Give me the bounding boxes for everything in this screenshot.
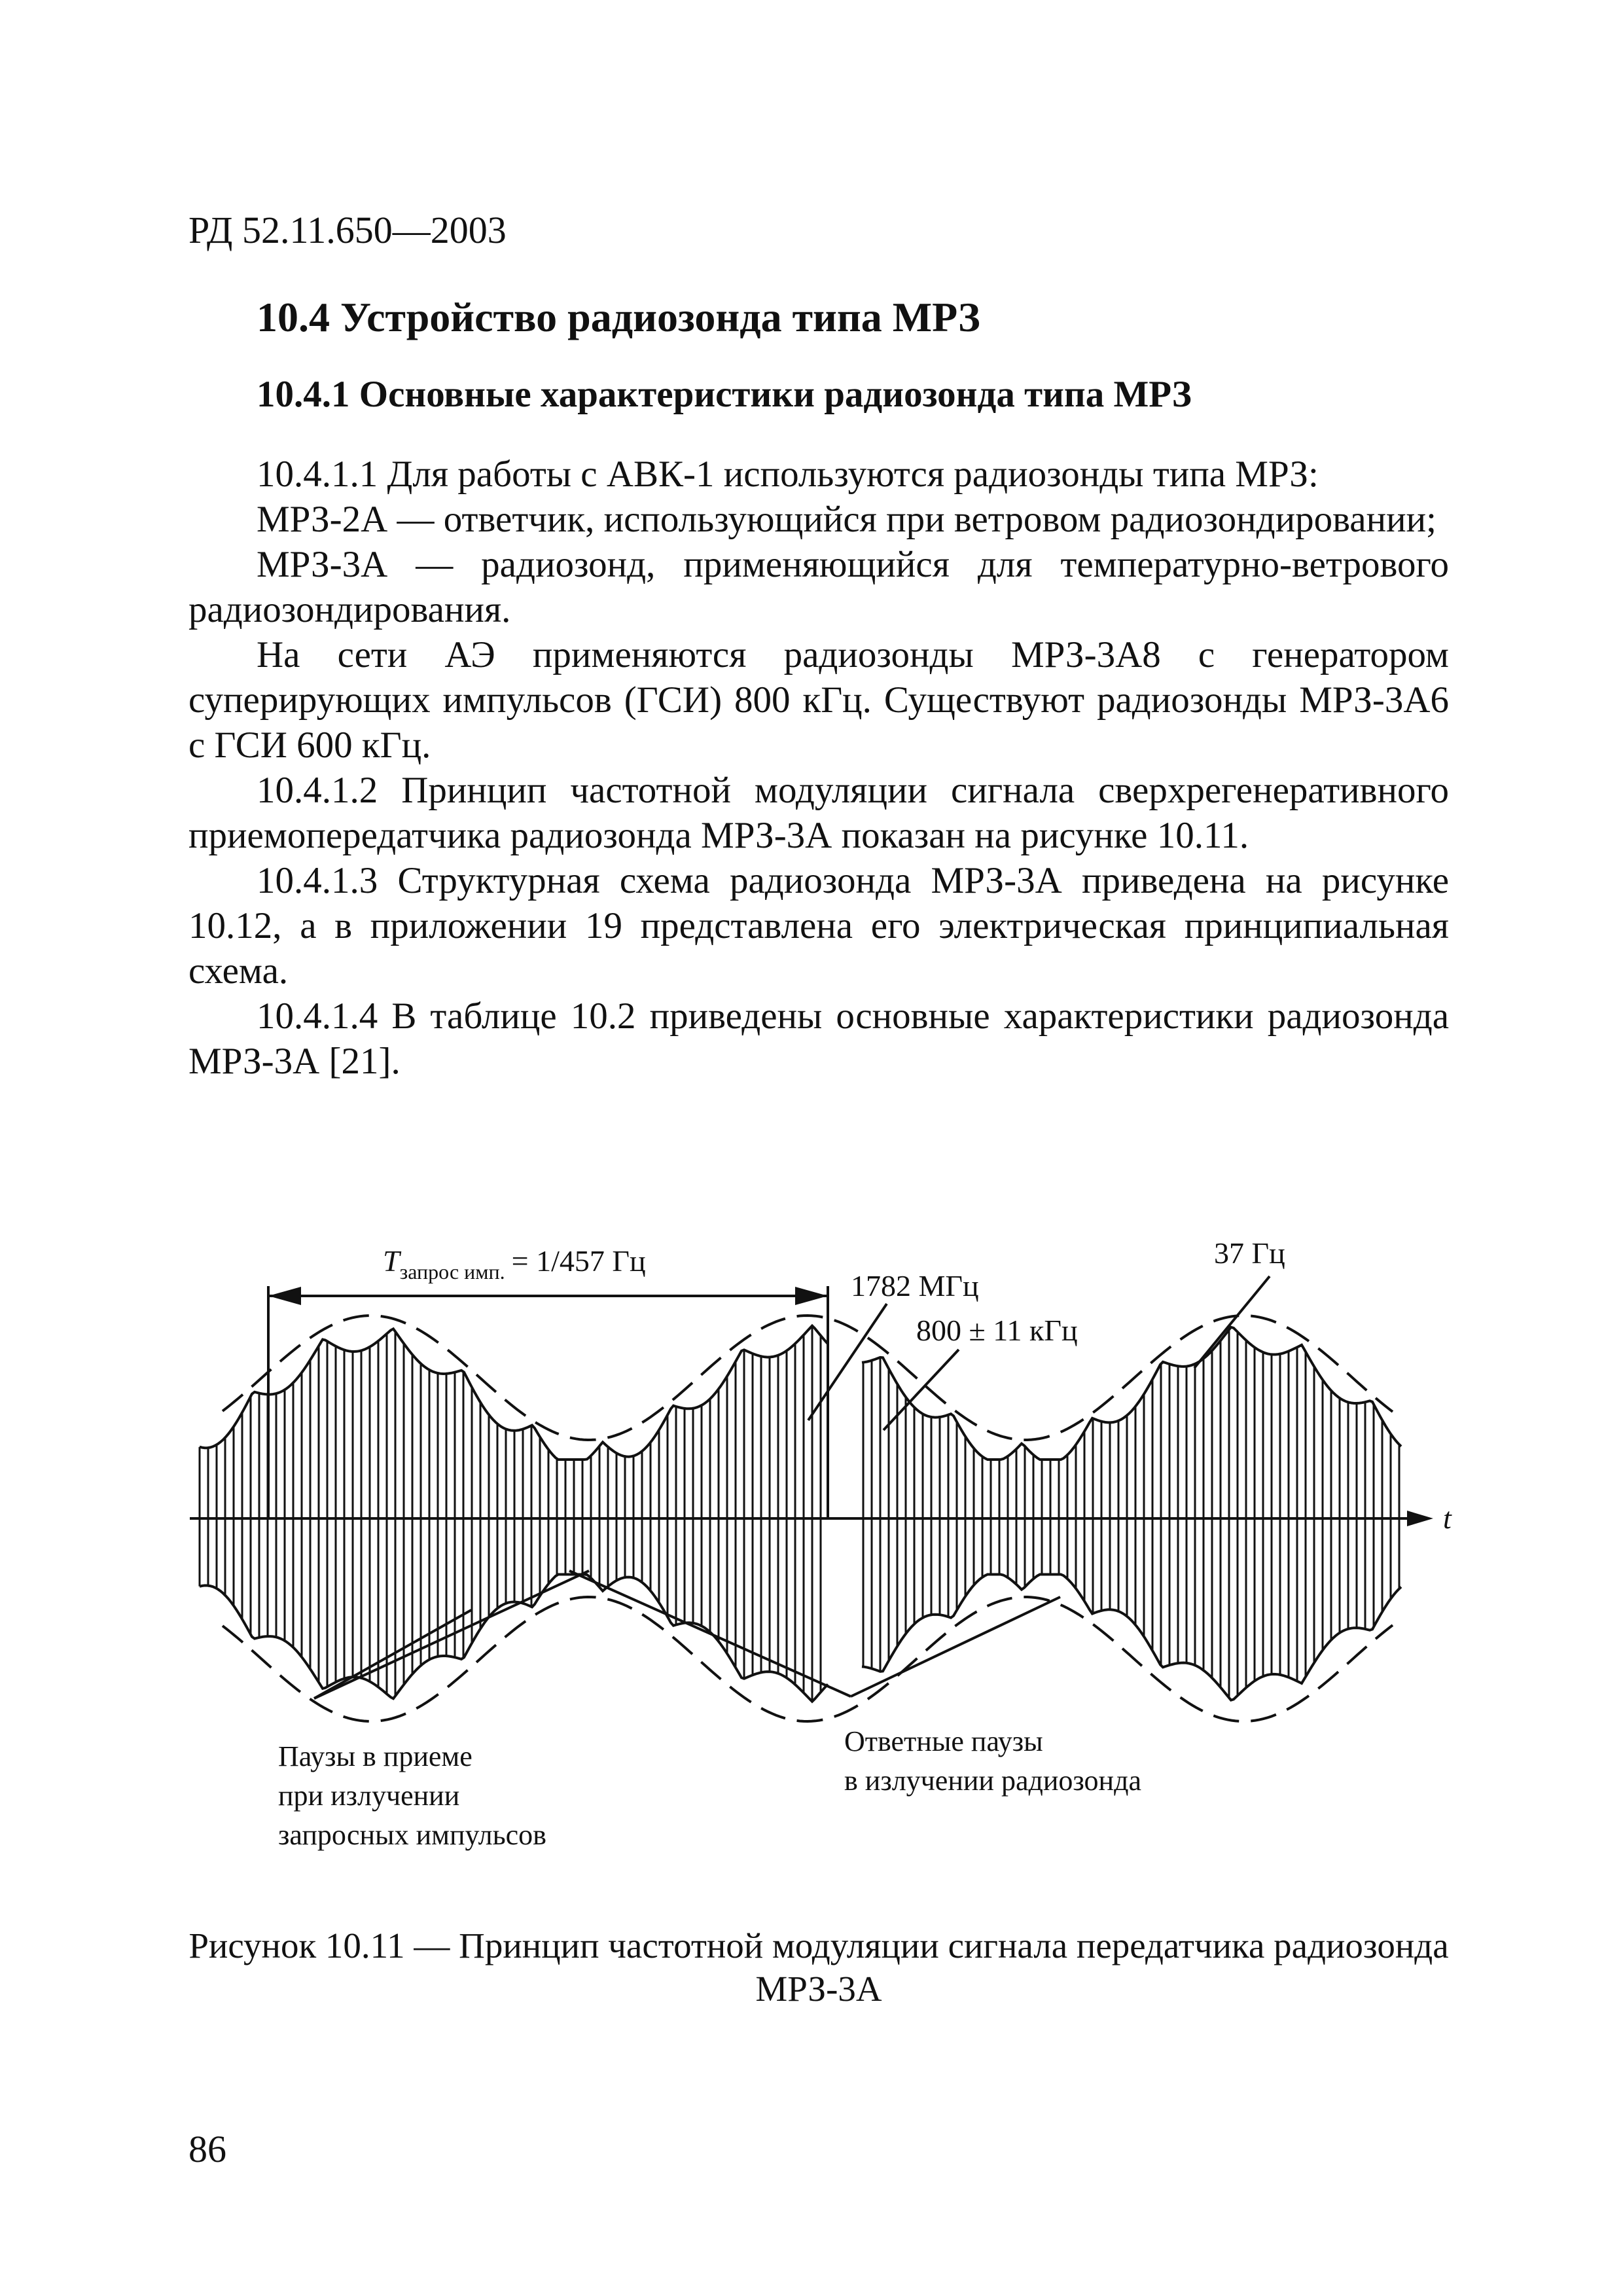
page-number: 86 [188,2128,226,2170]
time-axis-label: t [1443,1501,1452,1535]
paragraph-10-4-1-2: 10.4.1.2 Принцип частотной модуляции сигнала сверхрегенеративного приемопередатчика радиозонда МРЗ-3А показан на рисунке 10.11. [188,770,1449,856]
label-1782mhz: 1782 МГц [851,1269,979,1302]
body-text [188,452,1449,1084]
label-pauses-tx-2: в излучении радиозонда [844,1765,1142,1797]
paragraph-mrz-3a: МРЗ-3А — радиозонд, применяющийся для температурно-ветрового радиозондирования. [188,544,1449,630]
period-arrow-left [268,1287,301,1305]
document-code: РД 52.11.650—2003 [188,209,507,251]
label-pauses-rx-3: запросных импульсов [278,1819,546,1851]
period-arrow-right [795,1287,828,1305]
label-pauses-rx-1: Паузы в приеме [278,1740,473,1772]
period-label: $T_{запрос имп.} = 1/457$ Гц [383,1244,646,1283]
signal-hatch [200,1326,1399,1702]
label-800khz: 800 ± 11 кГц [916,1314,1078,1347]
subsection-title: 10.4.1 Основные характеристики радиозонда типа МРЗ [257,374,1192,415]
fm-signal-diagram [183,1230,1453,1898]
time-axis-arrow [1407,1511,1433,1526]
section-title: 10.4 Устройство радиозонда типа МРЗ [257,294,980,340]
paragraph-network: На сети АЭ применяются радиозонды МРЗ-3А8 с генератором суперирующих импульсов (ГСИ) 800 кГц. Существуют радиозонды МРЗ-3А6 с ГСИ 600 кГц. [188,634,1449,766]
paragraph-mrz-2a: МРЗ-2А — ответчик, использующийся при ветровом радиозондировании; [257,499,1436,540]
paragraph-10-4-1-4: 10.4.1.4 В таблице 10.2 приведены основные характеристики радиозонда МРЗ-3А [21]. [188,996,1449,1082]
figure-caption: Рисунок 10.11 — Принцип частотной модуляции сигнала передатчика радиозонда МРЗ-3А [188,1926,1449,2009]
paragraph-10-4-1-1: 10.4.1.1 Для работы с АВК-1 используются радиозонды типа МРЗ: [257,454,1319,495]
figure-10-11 [183,1230,1453,1898]
paragraph-10-4-1-3: 10.4.1.3 Структурная схема радиозонда МРЗ-3А приведена на рисунке 10.12, а в приложении 19 представлена его электрическая принципиальная схема. [188,860,1449,992]
label-37hz: 37 Гц [1214,1236,1285,1270]
label-pauses-rx-2: при излучении [278,1780,460,1812]
label-pauses-tx-1: Ответные паузы [844,1725,1043,1757]
